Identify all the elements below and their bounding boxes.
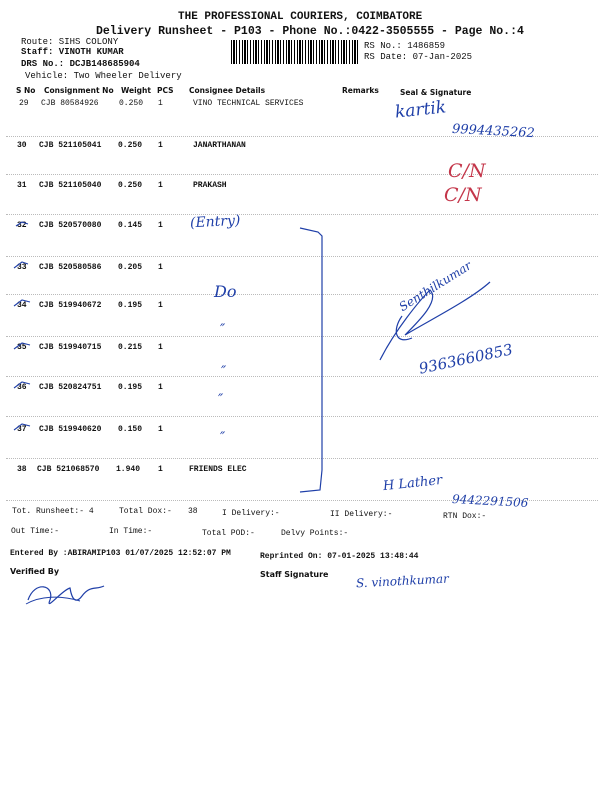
row29-phone: 9994435262	[451, 121, 536, 142]
ditto-mark-1: ″	[220, 322, 226, 338]
drs-number: DRS No.: DCJB148685904	[21, 59, 140, 69]
row-pcs: 1	[158, 221, 163, 230]
row-consignment: CJB 520824751	[39, 383, 102, 392]
total-dox-value: 38	[188, 507, 198, 516]
entered-by: Entered By :ABIRAMIP103 01/07/2025 12:52:07 PM	[10, 549, 231, 558]
row-consignment: CJB 80584926	[41, 99, 99, 108]
rtn-dox: RTN Dox:-	[443, 512, 487, 521]
vehicle-label: Vehicle: Two Wheeler Delivery	[25, 71, 182, 81]
row-consignment: CJB 519940620	[39, 425, 102, 434]
row-consignment: CJB 521105040	[39, 181, 102, 190]
staff-signature-label: Staff Signature	[260, 570, 329, 579]
col-consignee: Consignee Details	[189, 86, 266, 95]
ii-delivery: II Delivery:-	[330, 510, 393, 519]
i-delivery: I Delivery:-	[222, 509, 280, 518]
row-weight: 1.940	[116, 465, 141, 474]
row-consignee: JANARTHANAN	[193, 141, 246, 150]
row-pcs: 1	[158, 263, 163, 272]
row29-signature: kartik	[394, 97, 448, 123]
row-weight: 0.250	[118, 141, 143, 150]
row-pcs: 1	[158, 343, 163, 352]
row38-signature: H Lather	[382, 472, 443, 495]
ditto-mark-3: ″	[218, 392, 224, 408]
company-name: THE PROFESSIONAL COURIERS, COIMBATORE	[178, 11, 423, 23]
row-sno: 35	[17, 343, 27, 352]
row-weight: 0.215	[118, 343, 143, 352]
delvy-points: Delvy Points:-	[281, 529, 349, 538]
reprinted-on: Reprinted On: 07-01-2025 13:48:44	[260, 552, 419, 561]
route-label: Route: SIHS COLONY	[21, 37, 119, 47]
row-sno: 34	[17, 301, 27, 310]
row-consignment: CJB 521068570	[37, 465, 100, 474]
row-weight: 0.150	[118, 425, 143, 434]
staff-signature: S. vinothkumar	[355, 571, 450, 591]
row-sno: 37	[17, 425, 27, 434]
row-consignee: PRAKASH	[193, 181, 227, 190]
row-weight: 0.205	[118, 263, 143, 272]
row-consignee: VINO TECHNICAL SERVICES	[193, 99, 304, 108]
col-weight: Weight	[121, 86, 151, 95]
row-weight: 0.250	[119, 99, 144, 108]
row-pcs: 1	[158, 181, 163, 190]
col-remarks: Remarks	[342, 86, 379, 95]
row-sno: 30	[17, 141, 27, 150]
col-consignment: Consignment No	[44, 86, 114, 95]
row-weight: 0.250	[118, 181, 143, 190]
row-consignee: FRIENDS ELEC	[189, 465, 247, 474]
row-weight: 0.195	[118, 383, 143, 392]
rs-date: RS Date: 07-Jan-2025	[364, 52, 473, 62]
cn-mark-1: C/N	[448, 160, 486, 182]
staff-label: Staff: VINOTH KUMAR	[21, 47, 124, 57]
group-phone: 9363660853	[417, 340, 515, 378]
row-pcs: 1	[158, 301, 163, 310]
tick-mark-icon	[16, 222, 28, 226]
row-consignment: CJB 520570080	[39, 221, 102, 230]
row-consignment: CJB 519940715	[39, 343, 102, 352]
col-pcs: PCS	[157, 86, 174, 95]
ditto-do: Do	[214, 282, 237, 301]
row-weight: 0.195	[118, 301, 143, 310]
total-dox-label: Total Dox:-	[119, 507, 172, 516]
in-time: In Time:-	[109, 527, 153, 536]
row-pcs: 1	[158, 99, 163, 108]
row-consignment: CJB 521105041	[39, 141, 102, 150]
row-pcs: 1	[158, 141, 163, 150]
col-seal: Seal & Signature	[400, 88, 472, 97]
row-pcs: 1	[158, 465, 163, 474]
row-sno: 32	[17, 221, 27, 230]
rs-number: RS No.: 1486859	[364, 41, 446, 51]
row-sno: 38	[17, 465, 27, 474]
total-pod: Total POD:-	[202, 529, 255, 538]
row-pcs: 1	[158, 425, 163, 434]
row-pcs: 1	[158, 383, 163, 392]
out-time: Out Time:-	[11, 527, 60, 536]
row38-phone: 9442291506	[451, 492, 529, 510]
row-sno: 31	[17, 181, 27, 190]
row-sno: 29	[19, 99, 29, 108]
tot-runsheet: Tot. Runsheet:- 4	[12, 507, 94, 516]
cn-mark-2: C/N	[444, 184, 482, 206]
ditto-mark-4: ″	[220, 430, 226, 446]
row-consignment: CJB 519940672	[39, 301, 102, 310]
col-sno: S No	[16, 86, 36, 95]
ditto-mark-2: ″	[221, 364, 227, 380]
runsheet-title: Delivery Runsheet - P103 - Phone No.:0422-3505555 - Page No.:4	[96, 25, 524, 38]
group-signature: Senthilkumar	[396, 258, 475, 314]
row-sno: 33	[17, 263, 27, 272]
row32-note: (Entry)	[189, 212, 241, 232]
row-sno: 36	[17, 383, 27, 392]
row-consignment: CJB 520580586	[39, 263, 102, 272]
row-weight: 0.145	[118, 221, 143, 230]
verified-by-label: Verified By	[10, 567, 60, 576]
